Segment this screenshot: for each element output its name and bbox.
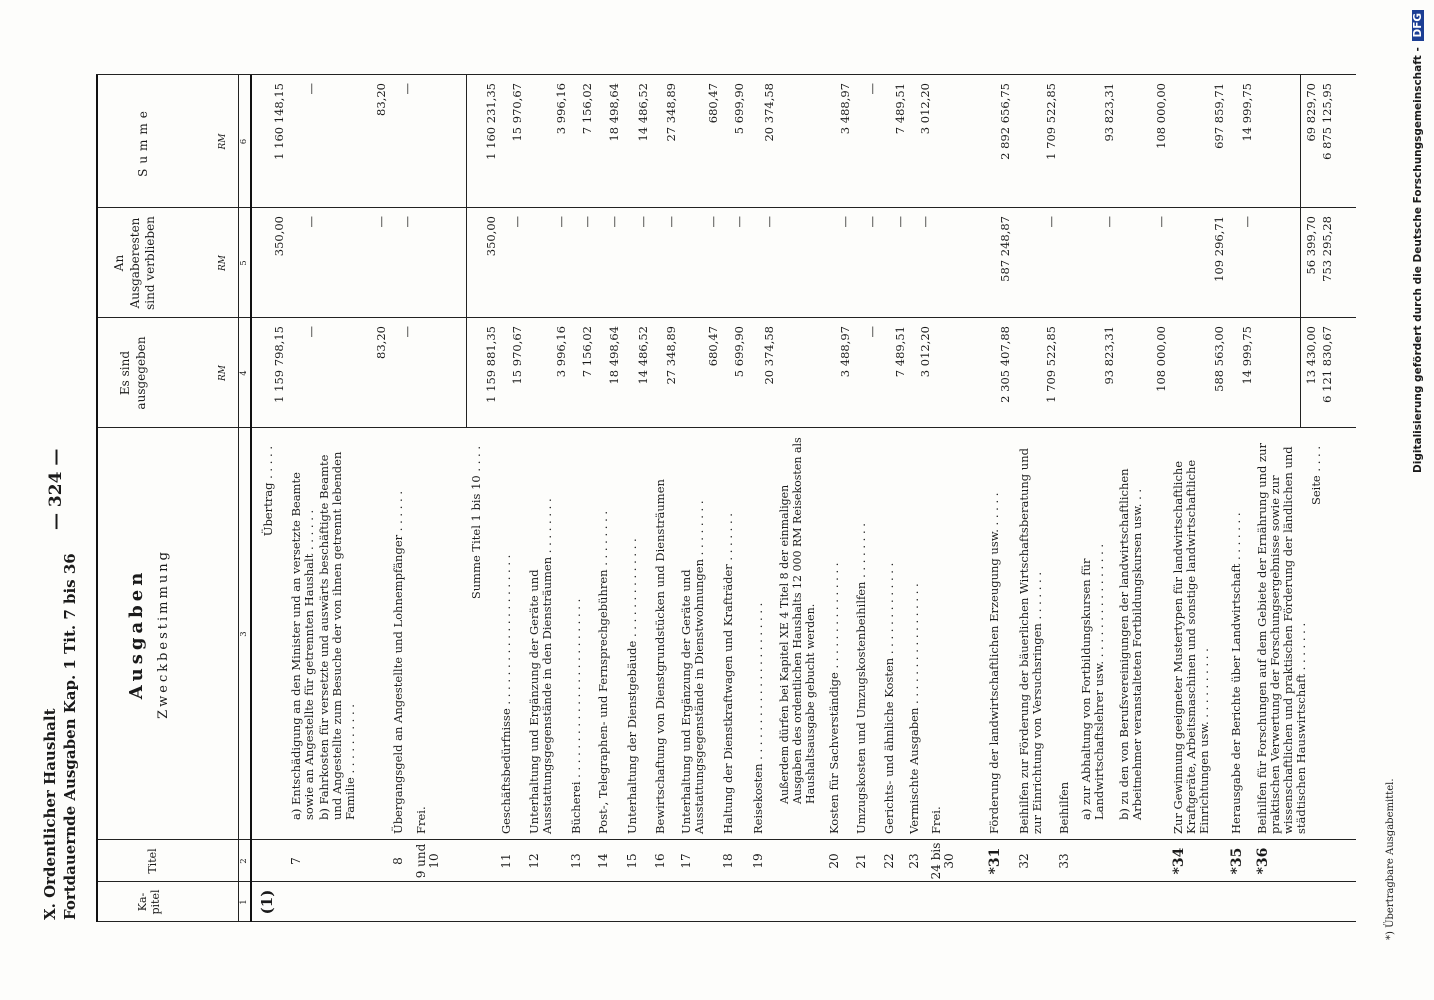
row-summe: 3 012,20 (918, 83, 932, 135)
row-ausgegeben: 1 159 798,15 (272, 326, 286, 403)
row-desc: Herausgabe der Berichte über Landwirtschaft . . . . . . . (1229, 512, 1243, 834)
row-titel: 19 (751, 853, 765, 869)
row-summe: 6 875 125,95 (1320, 83, 1334, 160)
row-ausgabereste: — (580, 216, 594, 228)
header-col6: Summe (136, 106, 150, 177)
page-number: — 324 — (46, 448, 66, 530)
row-ausgegeben: 83,20 (374, 326, 388, 359)
row-titel: 32 (1017, 853, 1031, 869)
row-desc: b) Fahrkosten für versetzte und auswärts beschäftigte Beamte und Angestellte zum Besuche der von ihnen getrennt lebenden Familie . . . . . . . . . . (317, 451, 357, 820)
row-ausgabereste: — (607, 216, 621, 228)
row-ausgabereste: 350,00 (484, 216, 498, 257)
row-ausgabereste: — (1102, 216, 1116, 228)
header-col4: Es sind ausgegeben (118, 336, 148, 410)
row-ausgabereste: — (1044, 216, 1058, 228)
row-ausgegeben: 680,47 (706, 326, 720, 367)
row-summe: 15 970,67 (510, 83, 524, 142)
row-ausgabereste: — (510, 216, 524, 228)
row-titel: 12 (527, 853, 541, 869)
row-ausgegeben: 27 348,89 (664, 326, 678, 385)
row-ausgegeben: 93 823,31 (1102, 326, 1116, 385)
row-summe: 18 498,64 (607, 83, 621, 142)
row-desc: Förderung der landwirtschaftlichen Erzeugung usw. . . . . . (987, 492, 1001, 834)
row-ausgabereste: 109 296,71 (1212, 216, 1226, 282)
row-titel: 23 (907, 853, 921, 869)
row-ausgabereste: — (304, 216, 318, 228)
row-titel: 15 (625, 853, 639, 869)
row-desc: Frei. (414, 806, 428, 834)
header-col5: An Ausgaberesten sind verblieben (112, 216, 158, 310)
row-summe: 7 156,02 (580, 83, 594, 135)
row-ausgegeben: 3 996,16 (554, 326, 568, 378)
row-titel: 13 (569, 853, 583, 869)
row-ausgegeben: 588 563,00 (1212, 326, 1226, 392)
row-titel: 22 (882, 853, 896, 869)
row-desc: Unterhaltung und Ergänzung der Geräte und Ausstattungsgegenstände in Dienstwohnungen . . . . . . . . (679, 500, 706, 834)
row-desc: Unterhaltung und Ergänzung der Geräte und Ausstattungsgegenstände in den Diensträumen . . . . . . . . (527, 498, 554, 834)
column-number: 1 (239, 899, 249, 905)
row-desc: Summe Titel 1 bis 10 . . . . (469, 446, 483, 600)
header-zweckbestimmung: Zweckbestimmung (156, 549, 171, 719)
row-summe: 1 709 522,85 (1044, 83, 1058, 160)
row-titel: 14 (596, 853, 610, 869)
row-titel: 20 (827, 853, 841, 869)
dfg-watermark-text: Digitalisierung gefördert durch die Deutsche Forschungsgemeinschaft - (1412, 47, 1424, 473)
row-ausgegeben: 14 999,75 (1240, 326, 1254, 385)
row-titel: 21 (854, 853, 868, 869)
row-summe: 1 160 148,15 (272, 83, 286, 160)
row-ausgabereste: — (554, 216, 568, 228)
row-summe: 14 486,52 (636, 83, 650, 142)
row-ausgabereste: — (374, 216, 388, 228)
row-ausgabereste: — (762, 216, 776, 228)
row-ausgegeben: 7 489,51 (893, 326, 907, 378)
row-ausgegeben: 2 305 407,88 (998, 326, 1012, 403)
row-desc: Übertrag . . . . . (261, 446, 275, 537)
row-ausgabereste: — (706, 216, 720, 228)
row-summe: 14 999,75 (1240, 83, 1254, 142)
row-titel: 18 (721, 853, 735, 869)
row-desc: Kosten für Sachverständige . . . . . . . . . . . . . . . (827, 562, 841, 834)
row-summe: — (865, 83, 879, 95)
column-number: 3 (239, 631, 249, 637)
row-desc: Außerdem dürfen bei Kapitel XE 4 Titel 8 der einmaligen Ausgaben des ordentlichen Haushalts 12 000 RM Reisekosten als Haushaltsausgabe gebucht werden. (778, 437, 817, 804)
row-desc: a) zur Abhaltung von Fortbildungskursen für Landwirtschaftslehrer usw. . . . . . . . . . . . . . . . . (1079, 543, 1106, 820)
row-summe: 680,47 (706, 83, 720, 124)
row-summe: — (304, 83, 318, 95)
row-ausgabereste: — (1240, 216, 1254, 228)
unit-col4: RM (218, 365, 228, 381)
row-ausgegeben: 18 498,64 (607, 326, 621, 385)
row-summe: 3 996,16 (554, 83, 568, 135)
row-ausgabereste: — (732, 216, 746, 228)
row-desc: Seite . . . . (1309, 446, 1323, 506)
row-ausgegeben: 1 709 522,85 (1044, 326, 1058, 403)
row-summe: 83,20 (374, 83, 388, 116)
row-ausgegeben: — (304, 326, 318, 338)
row-summe: 108 000,00 (1154, 83, 1168, 149)
row-ausgabereste: — (838, 216, 852, 228)
row-ausgegeben: 13 430,00 (1304, 326, 1318, 385)
row-titel: *35 (1229, 847, 1245, 875)
row-titel: *34 (1171, 847, 1187, 875)
row-desc: a) Entschädigung an den Minister und an versetzte Beamte sowie an Angestellte für getrennten Haushalt . . . . . . (289, 472, 316, 820)
row-summe: 7 489,51 (893, 83, 907, 135)
column-number: 4 (239, 370, 249, 376)
footnote: *) Übertragbare Ausgabemittel. (1385, 778, 1396, 940)
row-titel: 7 (289, 857, 303, 865)
row-summe: 1 160 231,35 (484, 83, 498, 160)
row-titel: *31 (987, 847, 1003, 875)
row-ausgabereste: — (893, 216, 907, 228)
row-summe: 93 823,31 (1102, 83, 1116, 142)
row-titel: 24 bis 30 (929, 842, 957, 880)
row-ausgegeben: 1 159 881,35 (484, 326, 498, 403)
header-line-1: X. Ordentlicher Haushalt (41, 708, 59, 920)
row-desc: Frei. (929, 806, 943, 834)
row-ausgegeben: 15 970,67 (510, 326, 524, 385)
row-ausgabereste: — (400, 216, 414, 228)
column-number: 5 (239, 260, 249, 266)
row-desc: Beihilfen zur Förderung der bäuerlichen Wirtschaftsberatung und zur Einrichtung von Versuchsringen . . . . . . . (1017, 448, 1044, 834)
row-summe: 2 892 656,75 (998, 83, 1012, 160)
row-desc: Beihilfen für Forschungen auf dem Gebiete der Ernährung und zur praktischen Verwertung der Forschungsergebnisse sowie zur wissenschaftlichen und praktischen Förderung der ländlichen und städtischen Hauswirtschaft . . . . . . . (1255, 442, 1308, 834)
row-desc: Umzugskosten und Umzugskostenbeihilfen . . . . . . . . (854, 523, 868, 834)
row-desc: Vermischte Ausgaben . . . . . . . . . . . . . . . . . (907, 583, 921, 834)
row-ausgegeben: — (400, 326, 414, 338)
row-summe: 27 348,89 (664, 83, 678, 142)
header-line-2: Fortdauernde Ausgaben Kap. 1 Tit. 7 bis 36 (61, 553, 80, 920)
unit-col6: RM (218, 133, 228, 150)
sum-rule (1300, 75, 1301, 428)
header-ausgaben: Ausgaben (126, 568, 147, 700)
row-ausgabereste: — (1154, 216, 1168, 228)
row-ausgegeben: 7 156,02 (580, 326, 594, 378)
row-desc: Post-, Telegraphen- und Fernsprechgebühren . . . . . . . . (596, 510, 610, 834)
row-desc: Geschäftsbedürfnisse . . . . . . . . . . . . . . . . . . . . . (499, 554, 513, 834)
row-ausgabereste: 350,00 (272, 216, 286, 257)
row-summe: 20 374,58 (762, 83, 776, 142)
row-summe: 5 699,90 (732, 83, 746, 135)
row-desc: Bücherei . . . . . . . . . . . . . . . . . . . . . . . . . (569, 598, 583, 834)
row-summe: — (400, 83, 414, 95)
row-desc: Übergangsgeld an Angestellte und Lohnempfänger . . . . . . (391, 491, 405, 834)
row-ausgabereste: — (918, 216, 932, 228)
row-ausgabereste: 753 295,28 (1320, 216, 1334, 282)
row-summe: 3 488,97 (838, 83, 852, 135)
row-ausgabereste: 587 248,87 (998, 216, 1012, 282)
row-desc: Bewirtschaftung von Dienstgrundstücken und Diensträumen (653, 479, 667, 834)
column-rule (96, 921, 1356, 922)
row-desc: Unterhaltung der Dienstgebäude . . . . . . . . . . . . . . (625, 538, 639, 834)
dfg-logo: DFG (1412, 10, 1424, 41)
header-titel: Titel (146, 848, 159, 874)
row-ausgabereste: — (636, 216, 650, 228)
row-desc: b) zu den von Berufsvereinigungen der landwirtschaftlichen Arbeitnehmer veranstalteten Fortbildungskursen usw. . . (1117, 468, 1144, 820)
row-summe: 69 829,70 (1304, 83, 1318, 142)
row-desc: Zur Gewinnung geeigneter Mustertypen für landwirtschaftliche Kraftgeräte, Arbeitsmaschinen und sonstige landwirtschaftliche Einrichtungen usw. . . . . . . . . . . (1171, 459, 1211, 834)
column-rule (96, 74, 1356, 75)
row-ausgabereste: 56 399,70 (1304, 216, 1318, 275)
column-number: 2 (239, 858, 249, 864)
row-ausgegeben: 6 121 830,67 (1320, 326, 1334, 403)
row-ausgegeben: 5 699,90 (732, 326, 746, 378)
unit-col5: RM (218, 255, 228, 271)
kapitel-label: (1) (258, 889, 276, 915)
row-titel: 8 (391, 857, 405, 865)
row-desc: Beihilfen (1057, 781, 1071, 834)
row-desc: Reisekosten . . . . . . . . . . . . . . . . . . . . . . (751, 602, 765, 834)
row-ausgegeben: 14 486,52 (636, 326, 650, 385)
row-ausgegeben: 108 000,00 (1154, 326, 1168, 392)
sum-rule (466, 75, 467, 428)
header-rule (250, 75, 252, 922)
row-titel: 9 und 10 (414, 843, 442, 879)
row-ausgegeben: — (865, 326, 879, 338)
table-top-rule (96, 75, 98, 922)
row-ausgegeben: 3 488,97 (838, 326, 852, 378)
row-titel: 33 (1057, 853, 1071, 869)
row-summe: 697 859,71 (1212, 83, 1226, 149)
row-titel: 11 (499, 853, 513, 869)
row-ausgabereste: — (664, 216, 678, 228)
row-desc: Gerichts- und ähnliche Kosten . . . . . . . . . . . . . (882, 562, 896, 834)
row-desc: Haltung der Dienstkraftwagen und Krafträder . . . . . . . (721, 513, 735, 834)
row-ausgegeben: 20 374,58 (762, 326, 776, 385)
row-ausgabereste: — (865, 216, 879, 228)
row-titel: *36 (1255, 847, 1271, 875)
row-titel: 17 (679, 853, 693, 869)
row-titel: 16 (653, 853, 667, 869)
header-kapitel: Ka- pitel (136, 889, 163, 915)
row-ausgegeben: 3 012,20 (918, 326, 932, 378)
column-number: 6 (239, 138, 249, 145)
